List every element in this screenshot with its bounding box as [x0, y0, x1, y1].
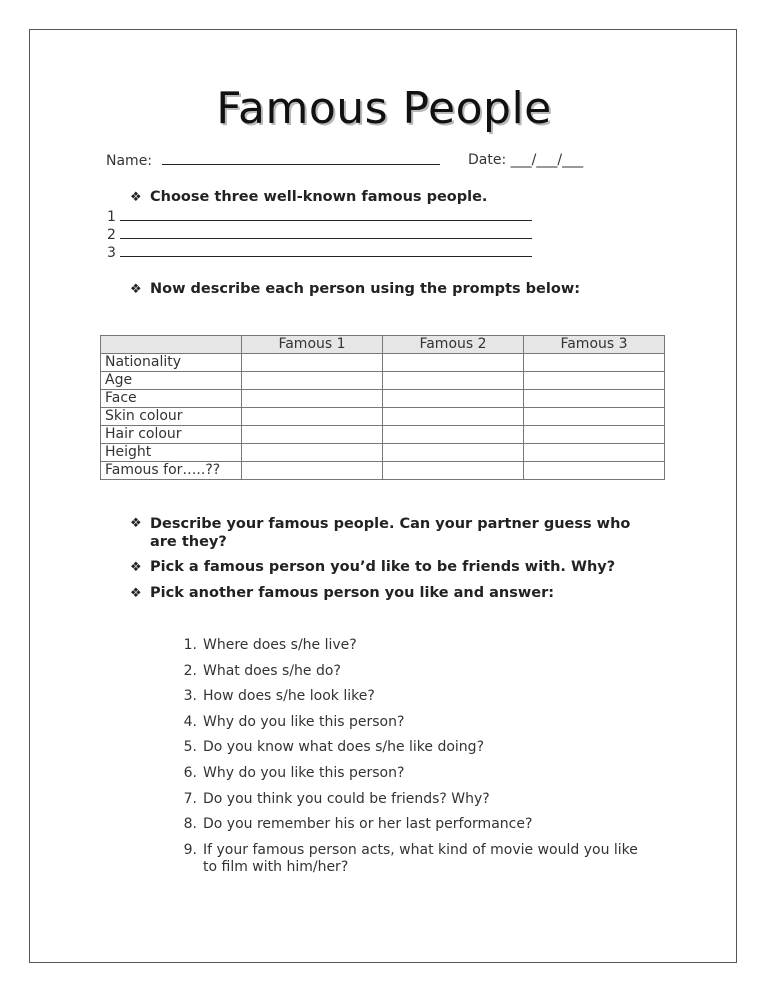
- table-header-cell: Famous 2: [383, 336, 524, 354]
- table-row: [101, 426, 665, 444]
- table-cell[interactable]: [524, 390, 665, 408]
- diamond-bullet-icon: ❖: [130, 282, 142, 297]
- table-cell[interactable]: [383, 354, 524, 372]
- instruction-describe: ❖ Now describe each person using the prompts below:: [130, 281, 581, 297]
- table-row: [101, 354, 665, 372]
- table-cell[interactable]: [383, 408, 524, 426]
- table-cell[interactable]: [242, 426, 383, 444]
- table-cell[interactable]: [524, 372, 665, 390]
- table-cell[interactable]: [242, 462, 383, 480]
- table-cell[interactable]: [242, 444, 383, 462]
- table-header-cell: [101, 336, 242, 354]
- row-label: Face: [101, 390, 242, 408]
- list-item: 7. Do you think you could be friends? Why?: [183, 790, 490, 807]
- list-item: 5. Do you know what does s/he like doing?: [183, 739, 484, 756]
- table-cell[interactable]: [383, 372, 524, 390]
- list-item: 2. What does s/he do?: [183, 662, 341, 679]
- instruction-choose: ❖ Choose three well-known famous people.: [130, 189, 488, 205]
- bullet-pick-another: ❖ Pick another famous person you like and answer:: [130, 585, 555, 601]
- diamond-bullet-icon: ❖: [130, 190, 142, 205]
- bullet-pick-friend: ❖ Pick a famous person you’d like to be friends with. Why?: [130, 559, 616, 575]
- row-label: Nationality: [101, 354, 242, 372]
- person-line-2[interactable]: 2: [107, 226, 532, 243]
- list-item: 3. How does s/he look like?: [183, 688, 375, 705]
- table-row: [101, 390, 665, 408]
- name-field[interactable]: [106, 152, 440, 169]
- diamond-bullet-icon: ❖: [130, 586, 142, 601]
- table-cell[interactable]: [383, 390, 524, 408]
- table-row: [101, 408, 665, 426]
- table-header-row: [101, 336, 665, 354]
- person-line-3[interactable]: 3: [107, 244, 532, 261]
- table-cell[interactable]: [242, 372, 383, 390]
- diamond-bullet-icon: ❖: [130, 516, 142, 531]
- table-cell[interactable]: [524, 354, 665, 372]
- row-label: Age: [101, 372, 242, 390]
- list-item: 9. If your famous person acts, what kind of movie would you like to film with him/her?: [183, 841, 638, 875]
- table-cell[interactable]: [524, 408, 665, 426]
- table-row: [101, 372, 665, 390]
- table-cell[interactable]: [242, 390, 383, 408]
- list-item: 1. Where does s/he live?: [183, 637, 357, 653]
- description-table: [100, 335, 665, 480]
- table-header-cell: Famous 1: [242, 336, 383, 354]
- date-blank: ___/___/___: [510, 152, 584, 168]
- row-label: Skin colour: [101, 408, 242, 426]
- name-label: Name:: [106, 153, 153, 169]
- row-label: Height: [101, 444, 242, 462]
- question-list: [173, 637, 653, 884]
- table-cell[interactable]: [242, 408, 383, 426]
- page-title: Famous People: [216, 83, 552, 134]
- row-label: Hair colour: [101, 426, 242, 444]
- name-blank: [162, 152, 440, 165]
- table-row: [101, 462, 665, 480]
- table-cell[interactable]: [524, 444, 665, 462]
- table-cell[interactable]: [383, 444, 524, 462]
- list-item: 6. Why do you like this person?: [183, 764, 405, 781]
- bullet-describe-famous: ❖ Describe your famous people. Can your partner guess who are they?: [130, 516, 631, 550]
- table-cell[interactable]: [524, 426, 665, 444]
- table-cell[interactable]: [383, 426, 524, 444]
- date-field[interactable]: [468, 152, 583, 168]
- table-cell[interactable]: [242, 354, 383, 372]
- list-item: 4. Why do you like this person?: [183, 713, 405, 730]
- row-label: Famous for…..??: [101, 462, 242, 480]
- person-line-1[interactable]: 1: [107, 208, 532, 225]
- list-item: 8. Do you remember his or her last performance?: [183, 816, 533, 833]
- table-header-cell: Famous 3: [524, 336, 665, 354]
- table-cell[interactable]: [383, 462, 524, 480]
- date-label: Date:: [468, 152, 507, 168]
- table-row: [101, 444, 665, 462]
- diamond-bullet-icon: ❖: [130, 560, 142, 575]
- table-cell[interactable]: [524, 462, 665, 480]
